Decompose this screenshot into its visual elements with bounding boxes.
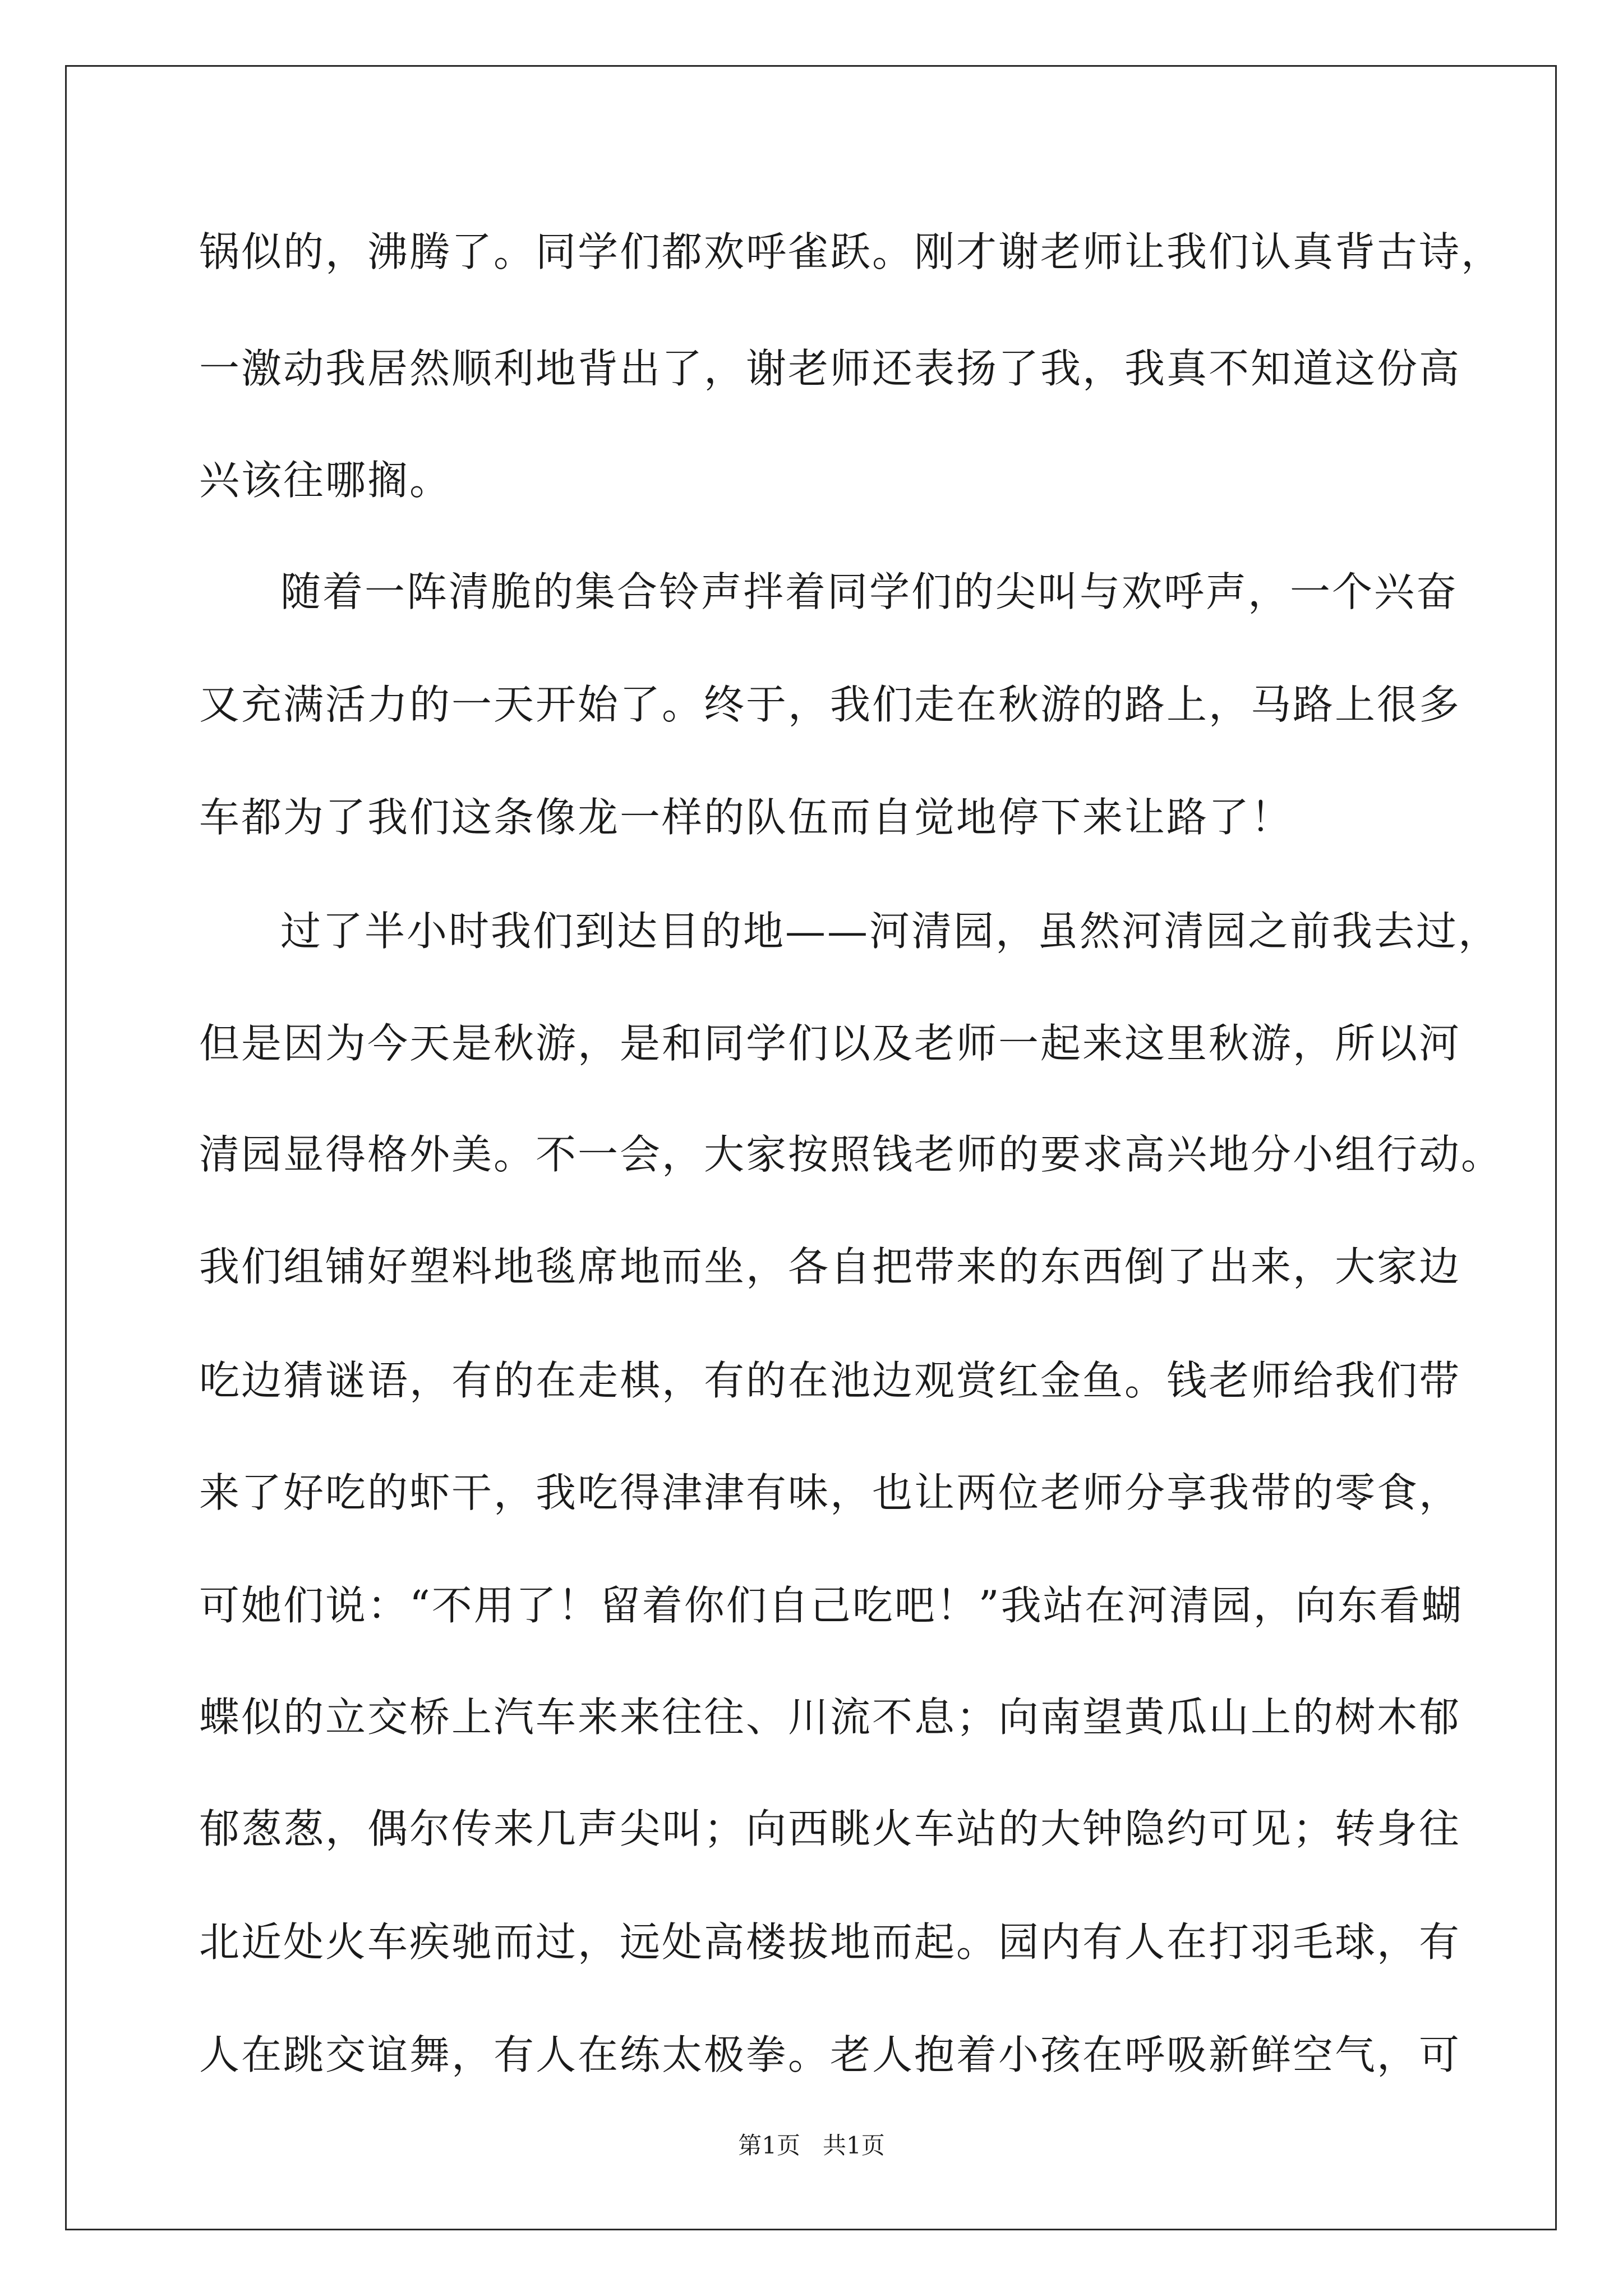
text-line-1: 锅似的，沸腾了。同学们都欢呼雀跃。刚才谢老师让我们认真背古诗， — [199, 228, 1504, 275]
text-line-3: 兴该往哪搁。 — [199, 457, 452, 504]
text-line-7: 过了半小时我们到达目的地——河清园，虽然河清园之前我去过， — [280, 908, 1501, 955]
text-line-16: 北近处火车疾驰而过，远处高楼拔地而起。园内有人在打羽毛球，有 — [199, 1918, 1461, 1966]
text-line-8: 但是因为今天是秋游，是和同学们以及老师一起来这里秋游，所以河 — [199, 1020, 1461, 1067]
text-line-2: 一激动我居然顺利地背出了，谢老师还表扬了我，我真不知道这份高 — [199, 345, 1461, 392]
text-line-4: 随着一阵清脆的集合铃声拌着同学们的尖叫与欢呼声，一个兴奋 — [280, 568, 1459, 615]
text-line-6: 车都为了我们这条像龙一样的队伍而自觉地停下来让路了！ — [199, 794, 1293, 841]
text-line-5: 又充满活力的一天开始了。终于，我们走在秋游的路上，马路上很多 — [199, 681, 1461, 728]
text-line-14: 蝶似的立交桥上汽车来来往往、川流不息；向南望黄瓜山上的树木郁 — [199, 1694, 1461, 1741]
text-line-11: 吃边猜谜语，有的在走棋，有的在池边观赏红金鱼。钱老师给我们带 — [199, 1357, 1461, 1404]
text-line-15: 郁葱葱，偶尔传来几声尖叫；向西眺火车站的大钟隐约可见；转身往 — [199, 1805, 1461, 1852]
text-line-12: 来了好吃的虾干，我吃得津津有味，也让两位老师分享我带的零食， — [199, 1469, 1461, 1516]
text-line-9: 清园显得格外美。不一会，大家按照钱老师的要求高兴地分小组行动。 — [199, 1131, 1504, 1178]
text-line-17: 人在跳交谊舞，有人在练太极拳。老人抱着小孩在呼吸新鲜空气，可 — [199, 2031, 1461, 2078]
text-line-10: 我们组铺好塑料地毯席地而坐，各自把带来的东西倒了出来，大家边 — [199, 1243, 1461, 1290]
text-line-13: 可她们说：“不用了！留着你们自己吃吧！”我站在河清园，向东看蝴 — [199, 1582, 1464, 1629]
page-number-footer: 第1页 共1页 — [738, 2132, 885, 2159]
